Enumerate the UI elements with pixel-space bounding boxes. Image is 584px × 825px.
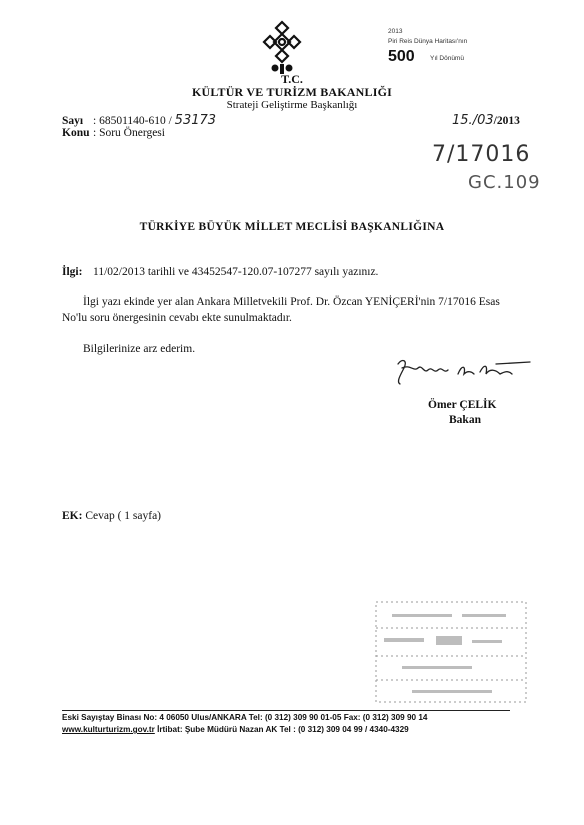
ilgi-row <box>62 264 378 280</box>
faded-stamp <box>372 600 532 708</box>
ministry-unit: Strateji Geliştirme Başkanlığı <box>226 99 358 111</box>
sayi-label: Sayı <box>62 115 84 127</box>
addressee-heading: TÜRKİYE BÜYÜK MİLLET MECLİSİ BAŞKANLIĞINA <box>139 221 445 233</box>
footer-divider <box>62 710 510 711</box>
sayi-row <box>62 113 216 128</box>
ilgi-label: İlgi: <box>62 266 83 278</box>
anniversary-line: Piri Reis Dünya Haritası'nın <box>388 38 468 45</box>
attachment-label: EK: <box>62 510 83 522</box>
footer-address-line: Eski Sayıştay Binası No: 4 06050 Ulus/ANKARA Tel: (0 312) 309 90 01-05 Fax: (0 312) 309 90 14 <box>62 713 428 722</box>
date-month-handwritten: 03 <box>477 113 494 128</box>
konu-row <box>62 127 165 139</box>
anniversary-subtitle: Yıl Dönümü <box>430 55 464 62</box>
ilgi-text: 11/02/2013 tarihli ve 43452547-120.07-107277 sayılı yazınız. <box>93 266 379 278</box>
anniversary-year: 2013 <box>388 28 403 35</box>
anniversary-500: 500 <box>388 48 415 65</box>
footer-website-link[interactable]: www.kulturturizm.gov.tr <box>62 725 155 734</box>
date-separator: / <box>472 113 478 128</box>
konu-label: Konu <box>62 127 90 139</box>
footer-contact-line <box>62 725 409 734</box>
handwritten-signature <box>392 352 532 388</box>
body-paragraph-1 <box>62 294 522 326</box>
document-date <box>452 113 520 128</box>
ministry-emblem-icon <box>262 20 302 76</box>
handwritten-note-code: GC.109 <box>468 172 541 193</box>
ministry-tc: T.C. <box>281 72 303 86</box>
attachment-row <box>62 508 161 524</box>
ministry-name: KÜLTÜR VE TURİZM BAKANLIĞI <box>191 85 393 99</box>
footer-contact-text: İrtibat: Şube Müdürü Nazan AK Tel : (0 312) 309 04 99 / 4340-4329 <box>154 725 409 734</box>
handwritten-note-esas: 7/17016 <box>432 142 531 167</box>
attachment-text: Cevap ( 1 sayfa) <box>85 510 162 522</box>
body-paragraph-2: Bilgilerinize arz ederim. <box>83 343 196 355</box>
signer-name: Ömer ÇELİK <box>428 399 497 411</box>
signer-title: Bakan <box>449 414 481 426</box>
body-paragraph-1-text: İlgi yazı ekinde yer alan Ankara Milletvekili Prof. Dr. Özcan YENİÇERİ'nin 7/17016 Esas No'lu soru önergesinin cevabı ekte sunulmaktadır. <box>62 296 500 324</box>
konu-value: : Soru Önergesi <box>93 127 165 139</box>
date-day-handwritten: 15. <box>452 113 473 128</box>
sayi-value: : 68501140-610 / <box>93 115 172 127</box>
sayi-handwritten: 53173 <box>174 113 217 128</box>
date-year: /2013 <box>493 115 520 127</box>
